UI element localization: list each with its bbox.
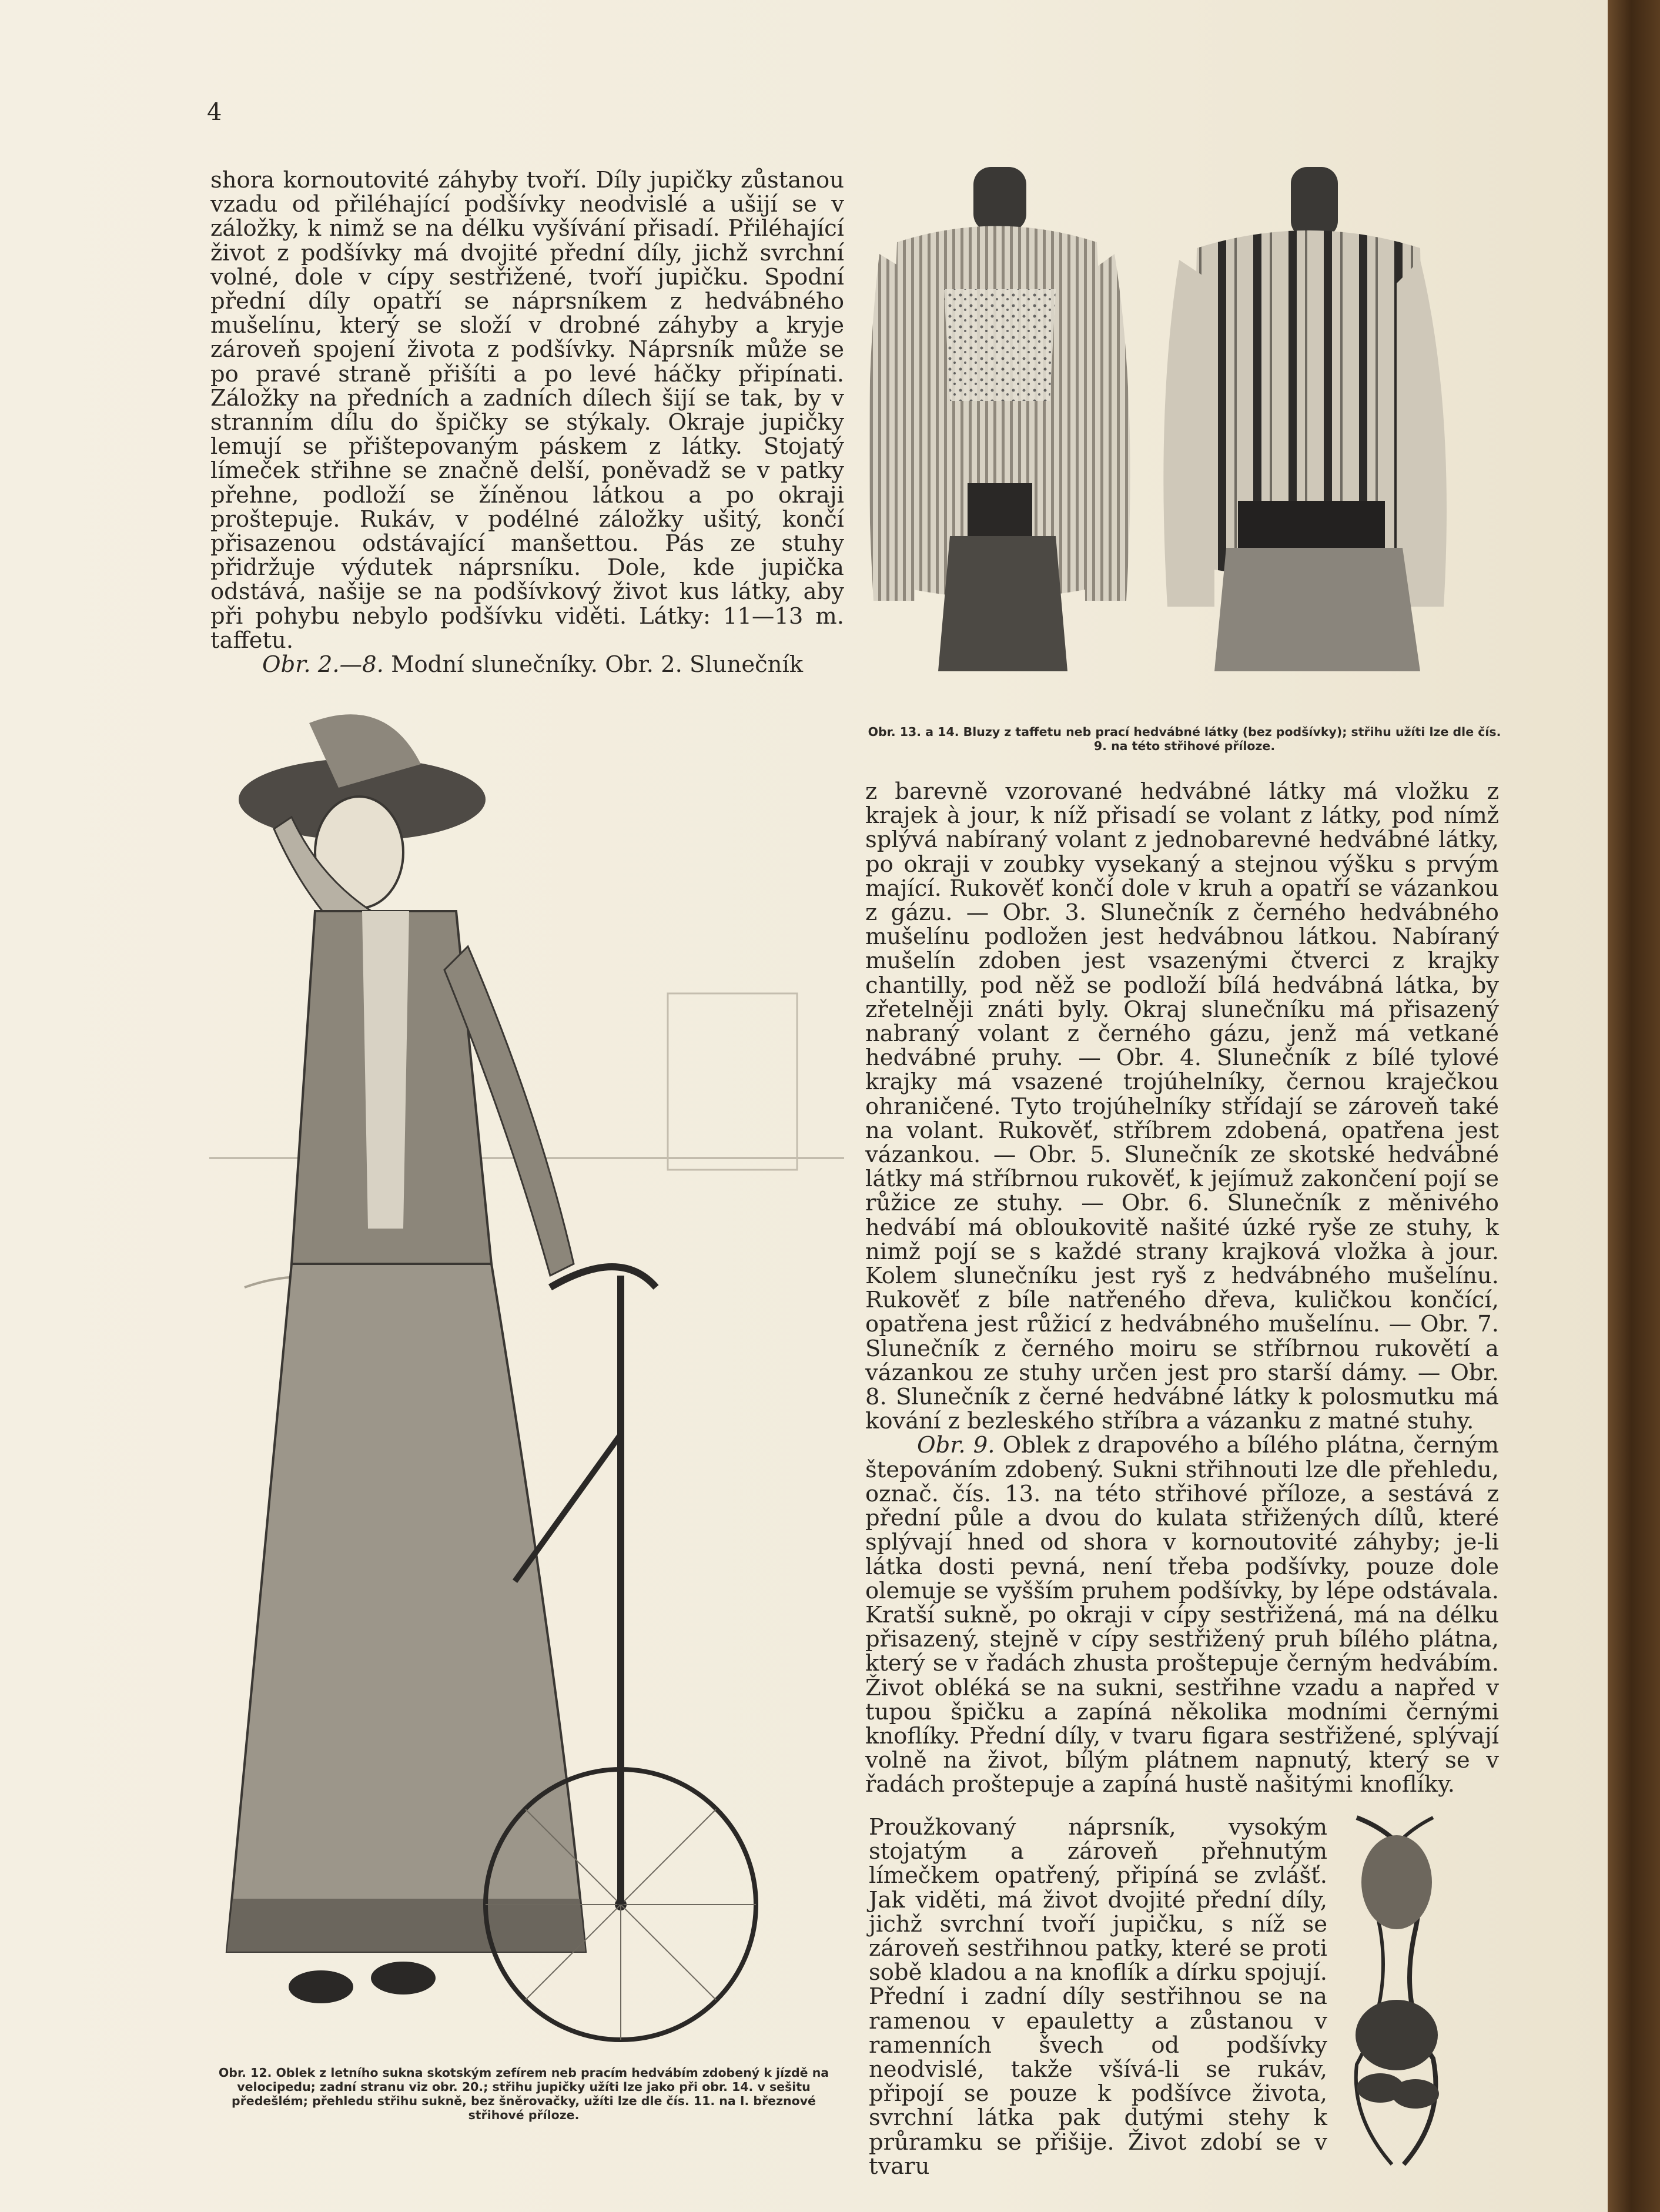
figure-reference: Obr. 9. xyxy=(917,1432,995,1459)
floral-ornament-drawing xyxy=(1345,1812,1448,2169)
figure-reference: Obr. 2.—8. xyxy=(262,651,384,678)
blouses-drawing xyxy=(862,154,1510,671)
right-paragraph-2-text: Oblek z drapového a bílého plátna, černým štepováním zdobený. Sukni střihnouti lze dle přehledu, označ. čís. 13. na této střihové příloze, a sestává z přední půle a dvou do kulata střižených dílů, které splývají hned od shora v kornoutovité záhyby; je-li látka dosti pevná, není třeba podšívky, pouze dole olemuje se vyšším pruhem podšívky, by lépe odstávala. Kratší sukně, po okraji v cípy sestřižená, má na délku přisazený, stejně v cípy sestřižený pruh bílého plátna, který se v řadách zhusta proštepuje černým hedvábím. Život obléká se na sukni, sestřihne vzadu a napřed v tupou špičku a zapíná několika modními černými knoflíky. Přední díly, v tvaru figara sestřižené, splývají volně na život, bílým plátnem napnutý, který se v řadách proštepuje a zapíná hustě našitými knoflíky. xyxy=(865,1432,1499,1798)
left-paragraph-1: shora kornoutovité záhyby tvoří. Díly jupičky zůstanou vzadu od přiléhající podšívky neodvislé a ušijí se v záložky, k nimž se na délku vyšívání přisadí. Přiléhající život z podšívky má dvojité přední díly, jichž svrchní volné, dole v cípy sestřižené, tvoří jupičku. Spodní přední díly opatří se náprsníkem z hedvábného mušelínu, který se složí v drobné záhyby a kryje zároveň spojení života z podšívky. Náprsník může se po pravé straně přišíti a po levé háčky připínati. Záložky na předních a zadních dílech šijí se tak, by v stranním dílu do špičky se stýkaly. Okraje jupičky lemují se přištepovaným páskem z látky. Stojatý límeček střihne se značně delší, poněvadž se v patky přehne, podloží se žíněnou látkou a po okraji proštepuje. Rukáv, v podélné záložky ušitý, končí přisazenou odstávající manšettou. Pás ze stuhy přidržuje výdutek náprsníku. Dole, kde jupička odstává, našije se na podšívkový život kus látky, aby při pohybu nebylo podšívku viděti. Látky: 11—13 m. taffetu. xyxy=(210,167,844,654)
cyclist-illustration xyxy=(209,700,844,2052)
blouses-illustration xyxy=(862,154,1510,671)
right-column-text xyxy=(865,779,1499,1797)
page-number: 4 xyxy=(207,99,222,126)
book-spine xyxy=(1608,0,1660,2212)
left-paragraph-2-text: Modní slunečníky. Obr. 2. Slunečník xyxy=(391,651,804,678)
right-paragraph-1: z barevně vzorované hedvábné látky má vložku z krajek à jour, k níž přisadí se volant z látky, pod nímž splývá nabíraný volant z jednobarevné hedvábné látky, po okraji v zoubky vysekaný a stejnou výšku s prvým mající. Rukověť končí dole v kruh a opatří se vázankou z gázu. — Obr. 3. Slunečník z černého hedvábného mušelínu podložen jest hedvábnou látkou. Nabíraný mušelín zdoben jest vsazenými čtverci z krajky chantilly, pod něž se podloží bílá hedvábná látka, by zřetelněji znáti byly. Okraj slunečníku má přisazený nabraný volant z černého gázu, jenž má vetkané hedvábné pruhy. — Obr. 4. Slunečník z bílé tylové krajky má vsazené trojúhelníky, černou kraječkou ohraničené. Tyto trojúhelníky střídají se zároveň také na volant. Rukověť, stříbrem zdobená, opatřena jest vázankou. — Obr. 5. Slunečník ze skotské hedvábné látky má stříbrnou rukověť, k jejímuž zakončení pojí se růžice ze stuhy. — Obr. 6. Slunečník z měnivého hedvábí má obloukovitě našité úzké ryše ze stuhy, k nimž pojí se s každé strany krajková vložka à jour. Kolem slunečníku jest ryš z hedvábného mušelínu. Rukověť z bíle natřeného dřeva, kuličkou končící, opatřena jest růžicí z hedvábného mušelínu. — Obr. 7. Slunečník z černého moiru se stříbrnou rukovětí a vázankou ze stuhy určen jest pro starší dámy. — Obr. 8. Slunečník z černé hedvábné látky k polosmutku má kování z bezleského stříbra a vázanku z matné stuhy. xyxy=(865,778,1499,1435)
left-paragraph-2 xyxy=(210,652,844,677)
floral-ornament xyxy=(1345,1812,1448,2169)
blouses-caption: Obr. 13. a 14. Bluzy z taffetu neb prací hedvábné látky (bez podšívky); střihu užíti lze dle čís. 9. na této střihové příloze. xyxy=(868,725,1501,753)
cyclist-outfit-caption: Obr. 12. Oblek z letního sukna skotským zefírem neb pracím hedvábím zdobený k jízdě na velocipedu; zadní stranu viz obr. 20.; střihu jupičky užíti lze jako při obr. 14. v sešitu předešlém; přehledu střihu sukně, bez šněrovačky, užíti lze dle čís. 11. na I. březnové střihové příloze. xyxy=(218,2066,829,2122)
right-paragraph-2 xyxy=(865,1433,1499,1796)
left-column-text xyxy=(210,168,844,677)
right-paragraph-3: Proužkovaný náprsník, vysokým stojatým a zároveň přehnutým límečkem opatřený, připíná se zvlášť. Jak viděti, má život dvojité přední díly, jichž svrchní tvoří jupičku, s níž se zároveň sestřihnou patky, které se proti sobě kladou a na knoflík a dírku spojují. Přední i zadní díly sestřihnou se na ramenou v epauletty a zůstanou v ramenních švech od podšívky neodvislé, takže všívá-li se rukáv, připojí se pouze k podšívce života, svrchní látka pak dutými stehy k průramku se přišije. Život zdobí se v tvaru xyxy=(869,1814,1327,2180)
cyclist-drawing xyxy=(209,700,844,2052)
right-column-narrow-text xyxy=(869,1815,1327,2178)
